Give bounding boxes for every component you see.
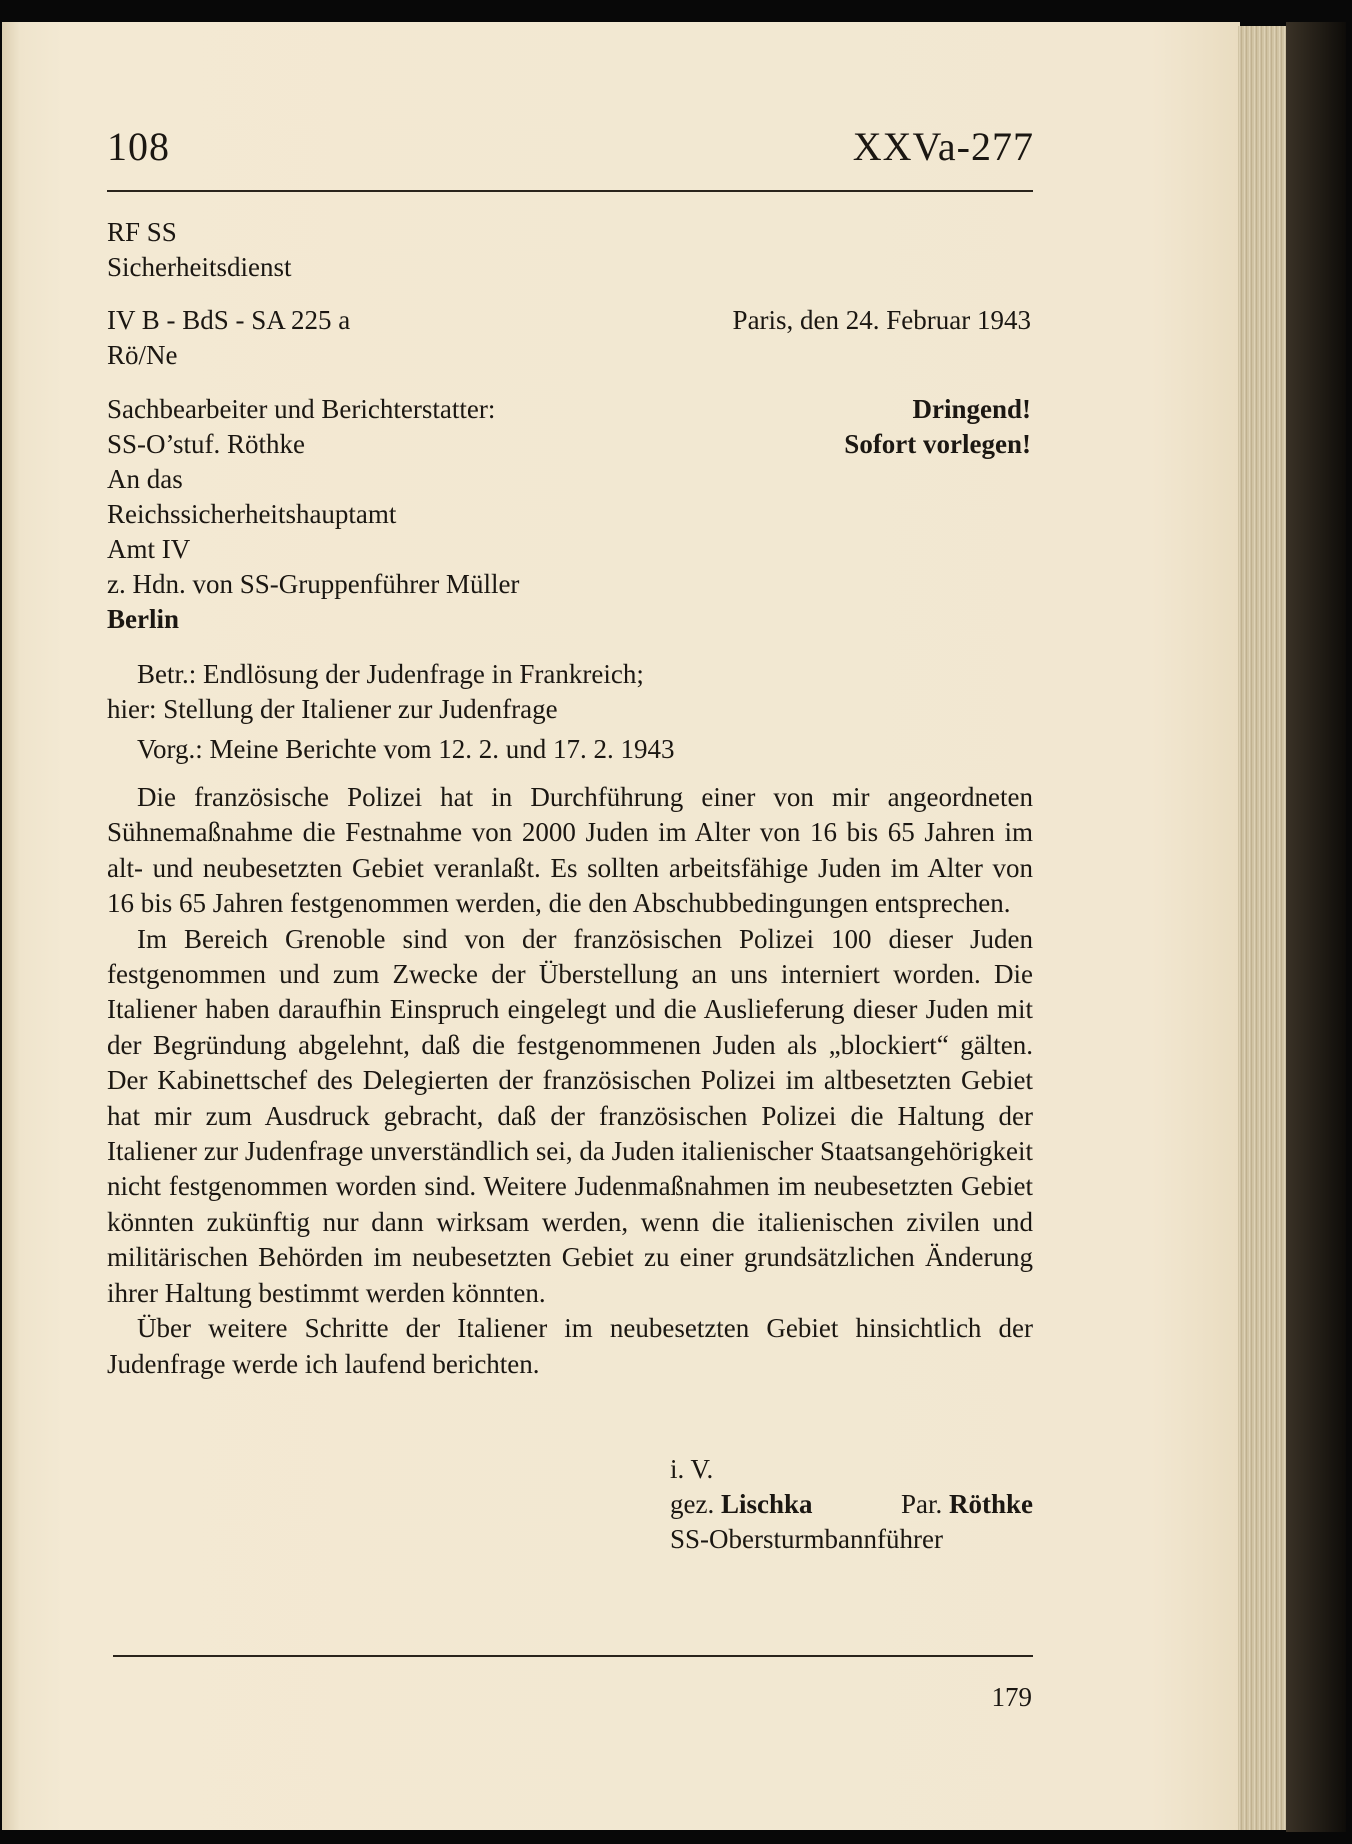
page-edges [1238,26,1289,1830]
priority-urgent: Dringend! [912,394,1031,424]
recipient-city: Berlin [107,604,179,634]
signature-iv: i. V. [670,1454,714,1484]
initials: Rö/Ne [107,340,178,370]
official-label: Sachbearbeiter und Berichterstatter: [107,394,496,424]
letterhead-line-2: Sicherheitsdienst [107,252,292,282]
par-prefix: Par. [900,1489,943,1519]
gez-prefix: gez. [670,1489,715,1519]
priority-present: Sofort vorlegen! [844,429,1031,459]
spine-shadow [1286,22,1346,1832]
body-paragraph-1: Die französische Polizei hat in Durchführung einer von mir angeordneten Sühnemaßnahme die Festnahme von 2000 Juden im Alter von 16 bis 65 Jahren im alt- und neubesetzten Gebiet veranlaßt. Es sollten arbeitsfähige Juden im Alter von 16 bis 65 Jahren festgenommen werden, die den Abschubbedingungen entsprechen. [107,782,1033,919]
page-number-bottom: 179 [991,1682,1032,1712]
reference-number: IV B - BdS - SA 225 a [107,305,351,335]
letterhead-line-1: RF SS [107,217,177,247]
par-name: Röthke [948,1489,1033,1519]
document-id: XXVa-277 [852,124,1034,169]
signature-par [901,1487,1033,1522]
body-paragraph-3: Über weitere Schritte der Italiener im neubesetzten Gebiet hinsichtlich der Judenfrage werde ich laufend berichten. [107,1313,1033,1379]
subject-line-2: hier: Stellung der Italiener zur Judenfrage [107,694,558,724]
place-date: Paris, den 24. Februar 1943 [732,305,1031,335]
recipient-line-2: Reichssicherheitshauptamt [107,499,397,529]
footer-rule [113,1655,1033,1657]
recipient-line-4: z. Hdn. von SS-Gruppenführer Müller [107,569,520,599]
page-number-top: 108 [107,124,170,169]
official-name: SS-O’stuf. Röthke [107,429,306,459]
signature-rank: SS-Obersturmbannführer [670,1524,943,1554]
header-rule [107,190,1033,192]
gez-name: Lischka [720,1489,813,1519]
subject-line-1: Betr.: Endlösung der Judenfrage in Frankreich; [137,659,644,689]
body-paragraph-2: Im Bereich Grenoble sind von der französischen Polizei 100 dieser Juden festgenommen und zum Zwecke der Überstellung an uns interniert worden. Die Italiener haben daraufhin Einspruch eingelegt und die Auslieferung dieser Juden mit der Begründung abgelehnt, daß die festgenommenen Juden als „blockiert“ gälten. Der Kabinettschef des Delegierten der französischen Polizei im altbesetzten Gebiet hat mir zum Ausdruck gebracht, daß der französischen Polizei die Haltung der Italiener zur Judenfrage unverständlich sei, da Juden italienischer Staatsangehörigkeit nicht festgenommen worden sind. Weitere Judenmaßnahmen im neubesetzten Gebiet könnten zukünftig nur dann wirksam werden, wenn die italienischen zivilen und militärischen Behörden im neubesetzten Gebiet zu einer grundsätzlichen Änderung ihrer Haltung bestimmt werden könnten. [107,923,1033,1308]
letter-body [107,780,1033,1382]
recipient-line-1: An das [107,464,183,494]
signature-gez [670,1487,813,1522]
recipient-line-3: Amt IV [107,534,191,564]
subject-previous: Vorg.: Meine Berichte vom 12. 2. und 17. 2. 1943 [137,734,675,764]
